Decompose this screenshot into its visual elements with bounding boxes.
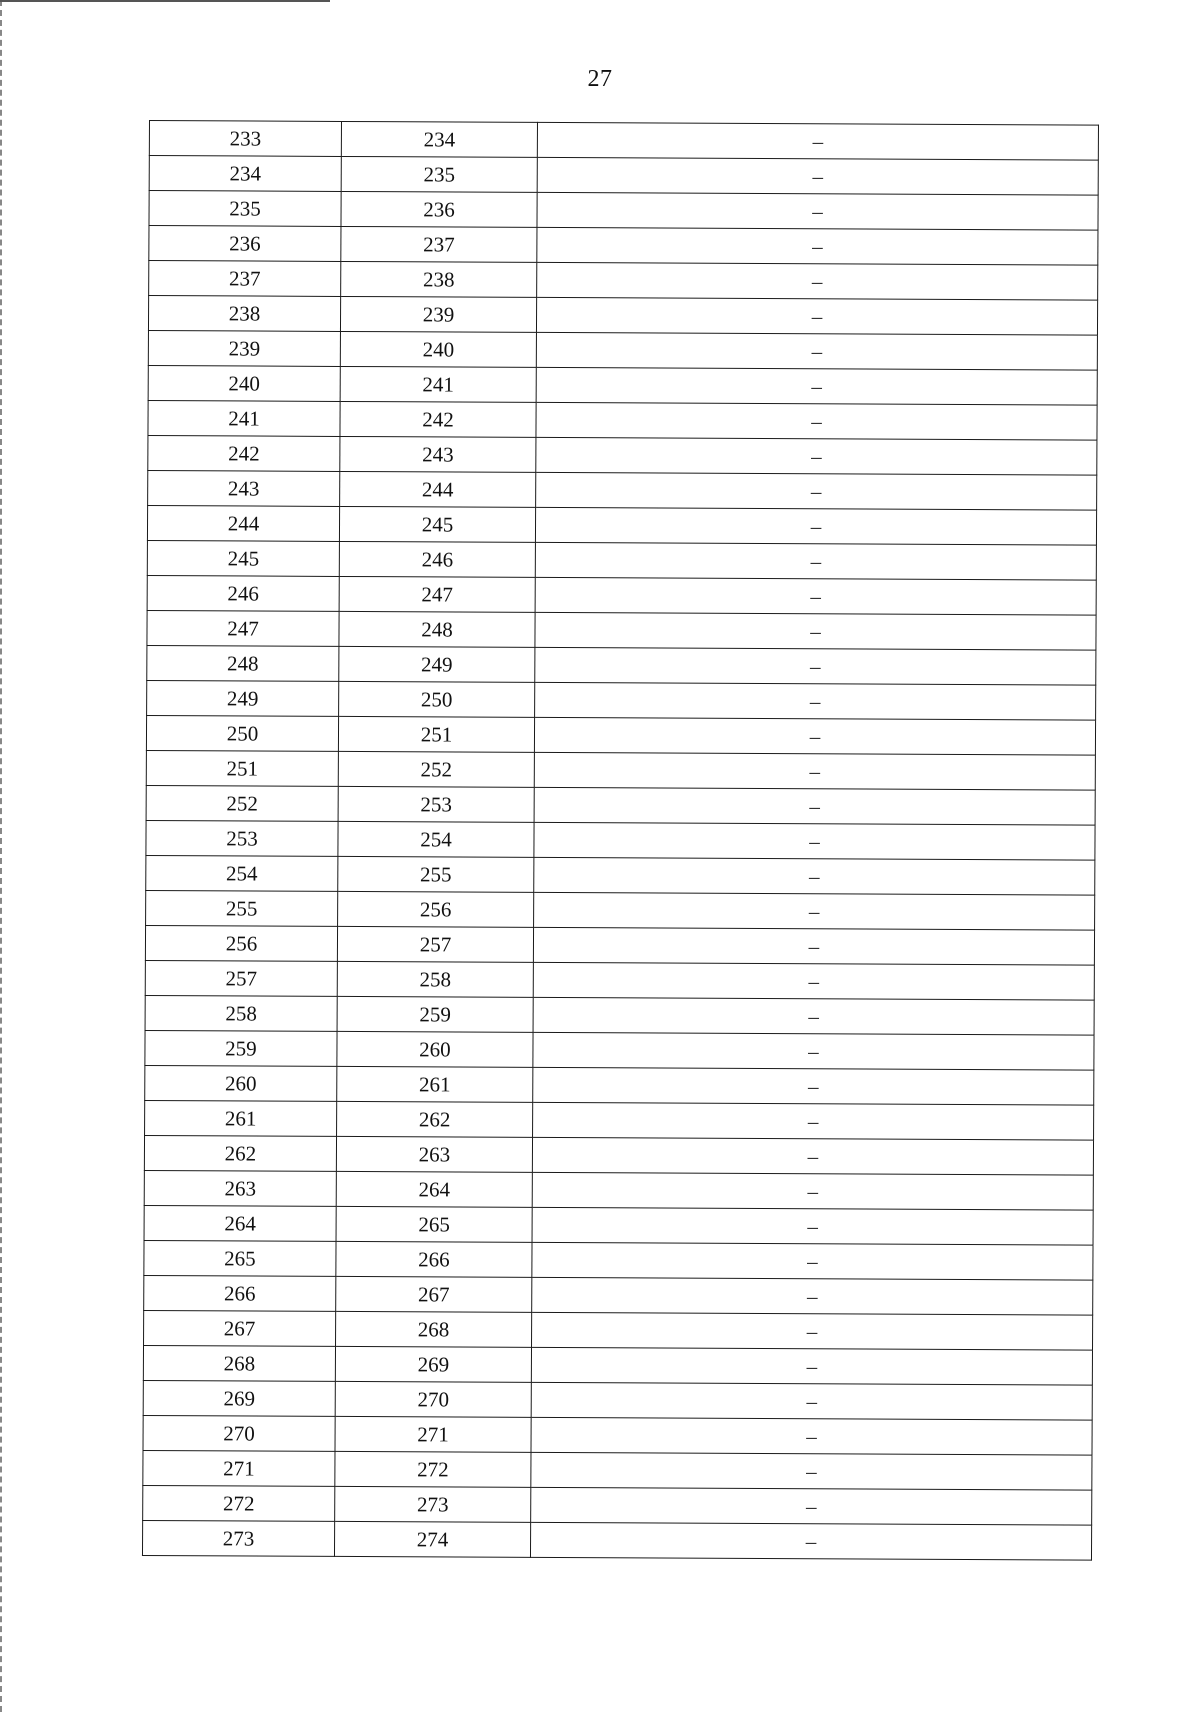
table-row [145,1065,1094,1105]
cell-from: 238 [148,296,340,332]
cell-value: – [533,1102,1094,1140]
cell-value: – [532,1242,1093,1280]
cell-value: – [533,1067,1094,1105]
cell-value: – [535,612,1096,650]
cell-to: 252 [338,751,534,787]
table-row [144,1135,1093,1175]
table-row [149,156,1098,196]
cell-to: 248 [339,611,535,647]
cell-from: 271 [143,1450,335,1486]
cell-to: 247 [339,576,535,612]
cell-to: 236 [341,191,537,227]
cell-from: 266 [144,1275,336,1311]
cell-value: – [536,472,1097,510]
table-row [147,680,1096,720]
cell-from: 236 [149,226,341,262]
table-row [146,820,1095,860]
cell-from: 237 [149,261,341,297]
cell-to: 234 [341,121,537,157]
cell-value: – [537,262,1098,300]
cell-value: – [535,507,1096,545]
cell-to: 255 [338,856,534,892]
cell-value: – [537,122,1098,160]
cell-from: 253 [146,820,338,856]
table-row [145,1100,1094,1140]
cell-from: 251 [146,750,338,786]
table-row [148,330,1097,370]
cell-from: 248 [147,645,339,681]
cell-to: 253 [338,786,534,822]
table-row [144,1310,1093,1350]
cell-from: 273 [142,1520,334,1556]
cell-from: 239 [148,330,340,366]
cell-to: 266 [336,1241,532,1277]
cell-value: – [535,577,1096,615]
table-row [146,750,1095,790]
cell-value: – [537,227,1098,265]
cell-from: 264 [144,1205,336,1241]
cell-value: – [537,157,1098,195]
cell-value: – [534,892,1095,930]
cell-from: 234 [149,156,341,192]
cell-from: 257 [145,960,337,996]
table-row [145,960,1094,1000]
table-row [148,365,1097,405]
cell-from: 240 [148,365,340,401]
table-row [144,1275,1093,1315]
cell-from: 242 [148,435,340,471]
table-body [142,121,1098,1561]
cell-value: – [530,1522,1091,1560]
cell-value: – [532,1277,1093,1315]
cell-value: – [531,1347,1092,1385]
cell-from: 241 [148,400,340,436]
table-row [143,1485,1092,1525]
cell-value: – [535,542,1096,580]
cell-to: 249 [339,646,535,682]
cell-to: 259 [337,996,533,1032]
cell-from: 246 [147,575,339,611]
cell-to: 246 [339,541,535,577]
cell-value: – [534,787,1095,825]
table-row [149,226,1098,266]
table-row [146,890,1095,930]
cell-to: 257 [337,926,533,962]
cell-value: – [535,682,1096,720]
cell-value: – [536,332,1097,370]
cell-to: 242 [340,401,536,437]
cell-to: 241 [340,366,536,402]
table-row [143,1415,1092,1455]
cell-from: 252 [146,785,338,821]
cell-to: 256 [338,891,534,927]
cell-value: – [534,857,1095,895]
cell-value: – [534,717,1095,755]
cell-value: – [535,647,1096,685]
table-row [148,296,1097,336]
cell-value: – [533,997,1094,1035]
page-left-edge [0,0,4,1712]
cell-from: 263 [144,1170,336,1206]
cell-to: 268 [336,1311,532,1347]
cell-value: – [536,297,1097,335]
cell-from: 272 [143,1485,335,1521]
cell-to: 270 [335,1381,531,1417]
cell-value: – [532,1172,1093,1210]
cell-to: 243 [340,436,536,472]
cell-value: – [534,822,1095,860]
page-number: 27 [587,66,613,92]
cell-value: – [532,1207,1093,1245]
table-row [146,715,1095,755]
cell-from: 250 [146,715,338,751]
table-row [149,121,1098,161]
cell-value: – [533,1032,1094,1070]
table-row [144,1240,1093,1280]
cell-value: – [531,1382,1092,1420]
table-row [145,995,1094,1035]
cell-to: 273 [335,1486,531,1522]
table-row [148,400,1097,440]
cell-from: 256 [145,925,337,961]
cell-from: 244 [147,505,339,541]
cell-value: – [537,192,1098,230]
cell-to: 258 [337,961,533,997]
table-row [145,1030,1094,1070]
cell-from: 245 [147,540,339,576]
cell-value: – [533,962,1094,1000]
table-row [149,191,1098,231]
cell-to: 267 [336,1276,532,1312]
cell-from: 269 [143,1380,335,1416]
cell-to: 245 [339,506,535,542]
table-row [143,1345,1092,1385]
cell-value: – [536,402,1097,440]
table-row [145,925,1094,965]
cell-to: 239 [340,296,536,332]
table-row [143,1450,1092,1490]
cell-from: 235 [149,191,341,227]
table-row [148,470,1097,510]
cell-value: – [531,1417,1092,1455]
cell-to: 271 [335,1416,531,1452]
data-table [142,120,1099,1561]
cell-to: 240 [340,331,536,367]
cell-to: 250 [339,681,535,717]
table-row [147,540,1096,580]
cell-to: 269 [335,1346,531,1382]
table-row [147,575,1096,615]
cell-from: 260 [145,1065,337,1101]
cell-to: 235 [341,156,537,192]
cell-from: 249 [147,680,339,716]
cell-to: 251 [338,716,534,752]
cell-to: 264 [336,1171,532,1207]
cell-to: 274 [334,1521,530,1557]
cell-from: 270 [143,1415,335,1451]
table-row [144,1170,1093,1210]
cell-value: – [532,1312,1093,1350]
cell-value: – [531,1487,1092,1525]
table-row [149,261,1098,301]
table-row [144,1205,1093,1245]
cell-from: 243 [148,470,340,506]
table-row [148,435,1097,475]
cell-from: 258 [145,995,337,1031]
cell-to: 244 [340,471,536,507]
table-row [147,505,1096,545]
cell-from: 261 [145,1100,337,1136]
cell-from: 255 [146,890,338,926]
table-row [147,645,1096,685]
table-row [147,610,1096,650]
cell-from: 233 [149,121,341,157]
cell-from: 262 [144,1135,336,1171]
cell-value: – [533,927,1094,965]
table-row [146,785,1095,825]
cell-from: 265 [144,1240,336,1276]
cell-from: 267 [144,1310,336,1346]
cell-value: – [536,437,1097,475]
cell-to: 238 [341,261,537,297]
cell-to: 272 [335,1451,531,1487]
cell-to: 261 [337,1066,533,1102]
cell-from: 247 [147,610,339,646]
page-top-edge [0,0,330,2]
cell-value: – [532,1137,1093,1175]
cell-value: – [534,752,1095,790]
cell-from: 268 [143,1345,335,1381]
cell-from: 259 [145,1030,337,1066]
cell-to: 237 [341,226,537,262]
table-row [142,1520,1091,1560]
cell-from: 254 [146,855,338,891]
cell-to: 265 [336,1206,532,1242]
cell-to: 254 [338,821,534,857]
cell-to: 263 [336,1136,532,1172]
cell-value: – [536,367,1097,405]
table-row [143,1380,1092,1420]
table-row [146,855,1095,895]
cell-value: – [531,1452,1092,1490]
cell-to: 260 [337,1031,533,1067]
cell-to: 262 [337,1101,533,1137]
